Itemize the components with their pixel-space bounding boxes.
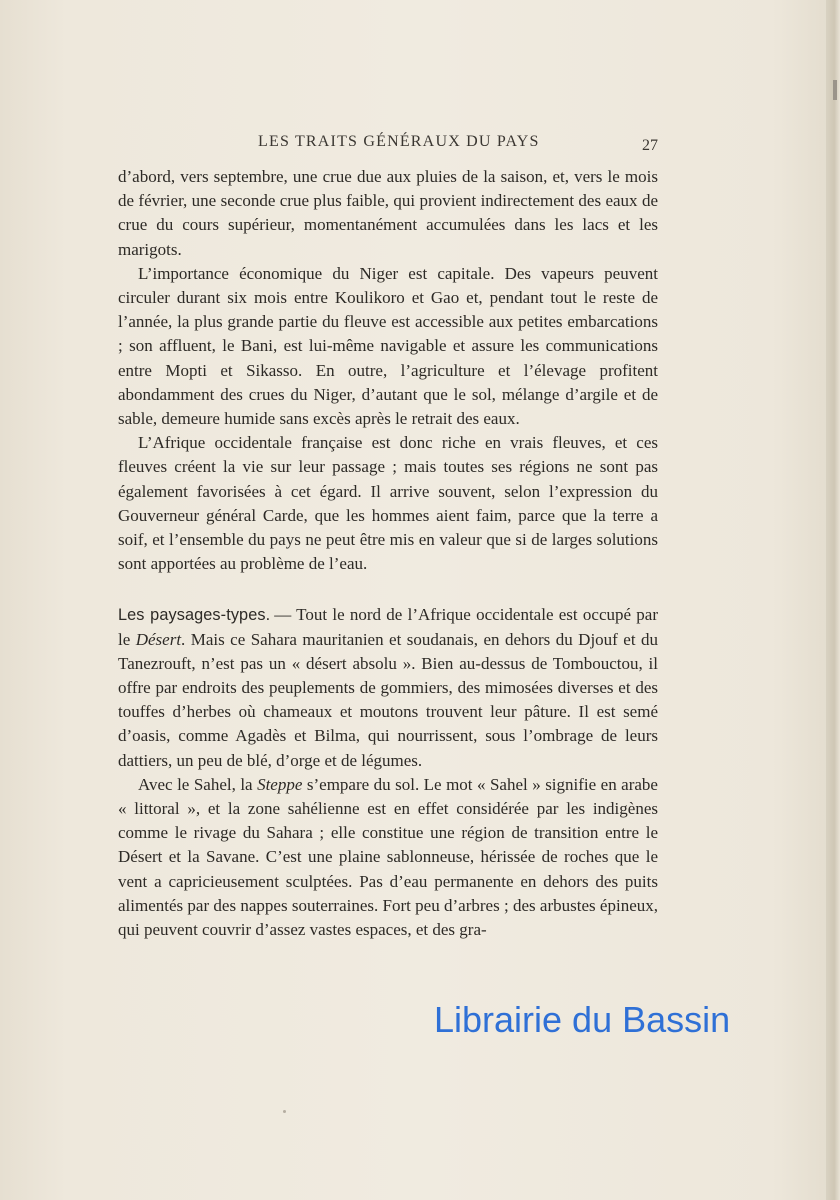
- steppe-text-start: Avec le Sahel, la: [138, 774, 258, 794]
- paragraph-desert: [118, 603, 658, 772]
- desert-text-rest: . Mais ce Sahara mauritanien et soudanais, en dehors du Djouf et du Tanezrouft, n’est pas un « désert absolu ». Bien au-dessus de Tombouctou, il offre par endroits des peuplements de gommiers, des mimosées diverses et des touffes d’herbes où chameaux et moutons trouvent leur pâture. Il est semé d’oasis, comme Agadès et Bilma, qui nourrissent, sous l’ombrage de leurs dattiers, un peu de blé, d’orge et de légumes.: [118, 629, 658, 770]
- steppe-term: Steppe: [257, 774, 303, 794]
- section-paysages-types: [118, 603, 658, 942]
- desert-text-start: — Tout le nord de l’Afrique occidentale est occupé par le: [118, 605, 658, 649]
- paragraph-niger-economy: L’importance économique du Niger est capitale. Des vapeurs peuvent circuler durant six mois entre Koulikoro et Gao et, pendant tout le reste de l’année, la plus grande partie du fleuve est accessible aux petites embarcations ; son affluent, le Bani, est lui-même navigable et assure les communications entre Mopti et Sikasso. En outre, l’agriculture et l’élevage profitent abondamment des crues du Niger, d’autant que le sol, mélange d’argile et de sable, demeure humide sans excès après le retrait des eaux.: [118, 263, 658, 429]
- running-head: [118, 133, 658, 159]
- page-edge-shadow: [826, 0, 840, 1200]
- paragraph-water-problem: L’Afrique occidentale française est donc riche en vrais fleuves, et ces fleuves créent la vie sur leur passage ; mais toutes ses régions ne sont pas également favorisées à cet égard. Il arrive souvent, selon l’expression du Gouverneur général Carde, que les hommes aient faim, parce que la terre a soif, et l’ensemble du pays ne peut être mis en valeur que si de larges solutions sont apportées au problème de l’eau.: [118, 433, 658, 574]
- page-edge-mark: [833, 80, 837, 100]
- paragraph-steppe: [118, 773, 658, 942]
- paper-speck: [283, 1110, 286, 1113]
- body-text: [118, 165, 658, 942]
- steppe-text-rest: s’empare du sol. Le mot « Sahel » signifie en arabe « littoral », et la zone sahélienne est en effet considérée par les indigènes comme le rivage du Sahara ; elle constitue une région de transition entre le Désert et la Savane. C’est une plaine sablonneuse, hérissée de roches que le vent a capricieusement sculptées. Pas d’eau permanente en dehors des puits alimentés par des nappes souterraines. Fort peu d’arbres ; des arbustes épineux, qui peuvent couvrir d’assez vastes espaces, et des gra-: [118, 774, 658, 940]
- section-title: Les paysages-types.: [118, 606, 271, 625]
- desert-term: Désert: [135, 629, 182, 649]
- chapter-running-title: LES TRAITS GÉNÉRAUX DU PAYS: [258, 133, 540, 150]
- page-number: 27: [642, 137, 658, 154]
- paragraph-continued: d’abord, vers septembre, une crue due aux pluies de la saison, et, vers le mois de février, une seconde crue plus faible, qui provient indirectement des eaux de crue du cours supérieur, momentanément accumulées dans les lacs et les marigots.: [118, 167, 658, 259]
- bookseller-watermark: Librairie du Bassin: [434, 999, 731, 1040]
